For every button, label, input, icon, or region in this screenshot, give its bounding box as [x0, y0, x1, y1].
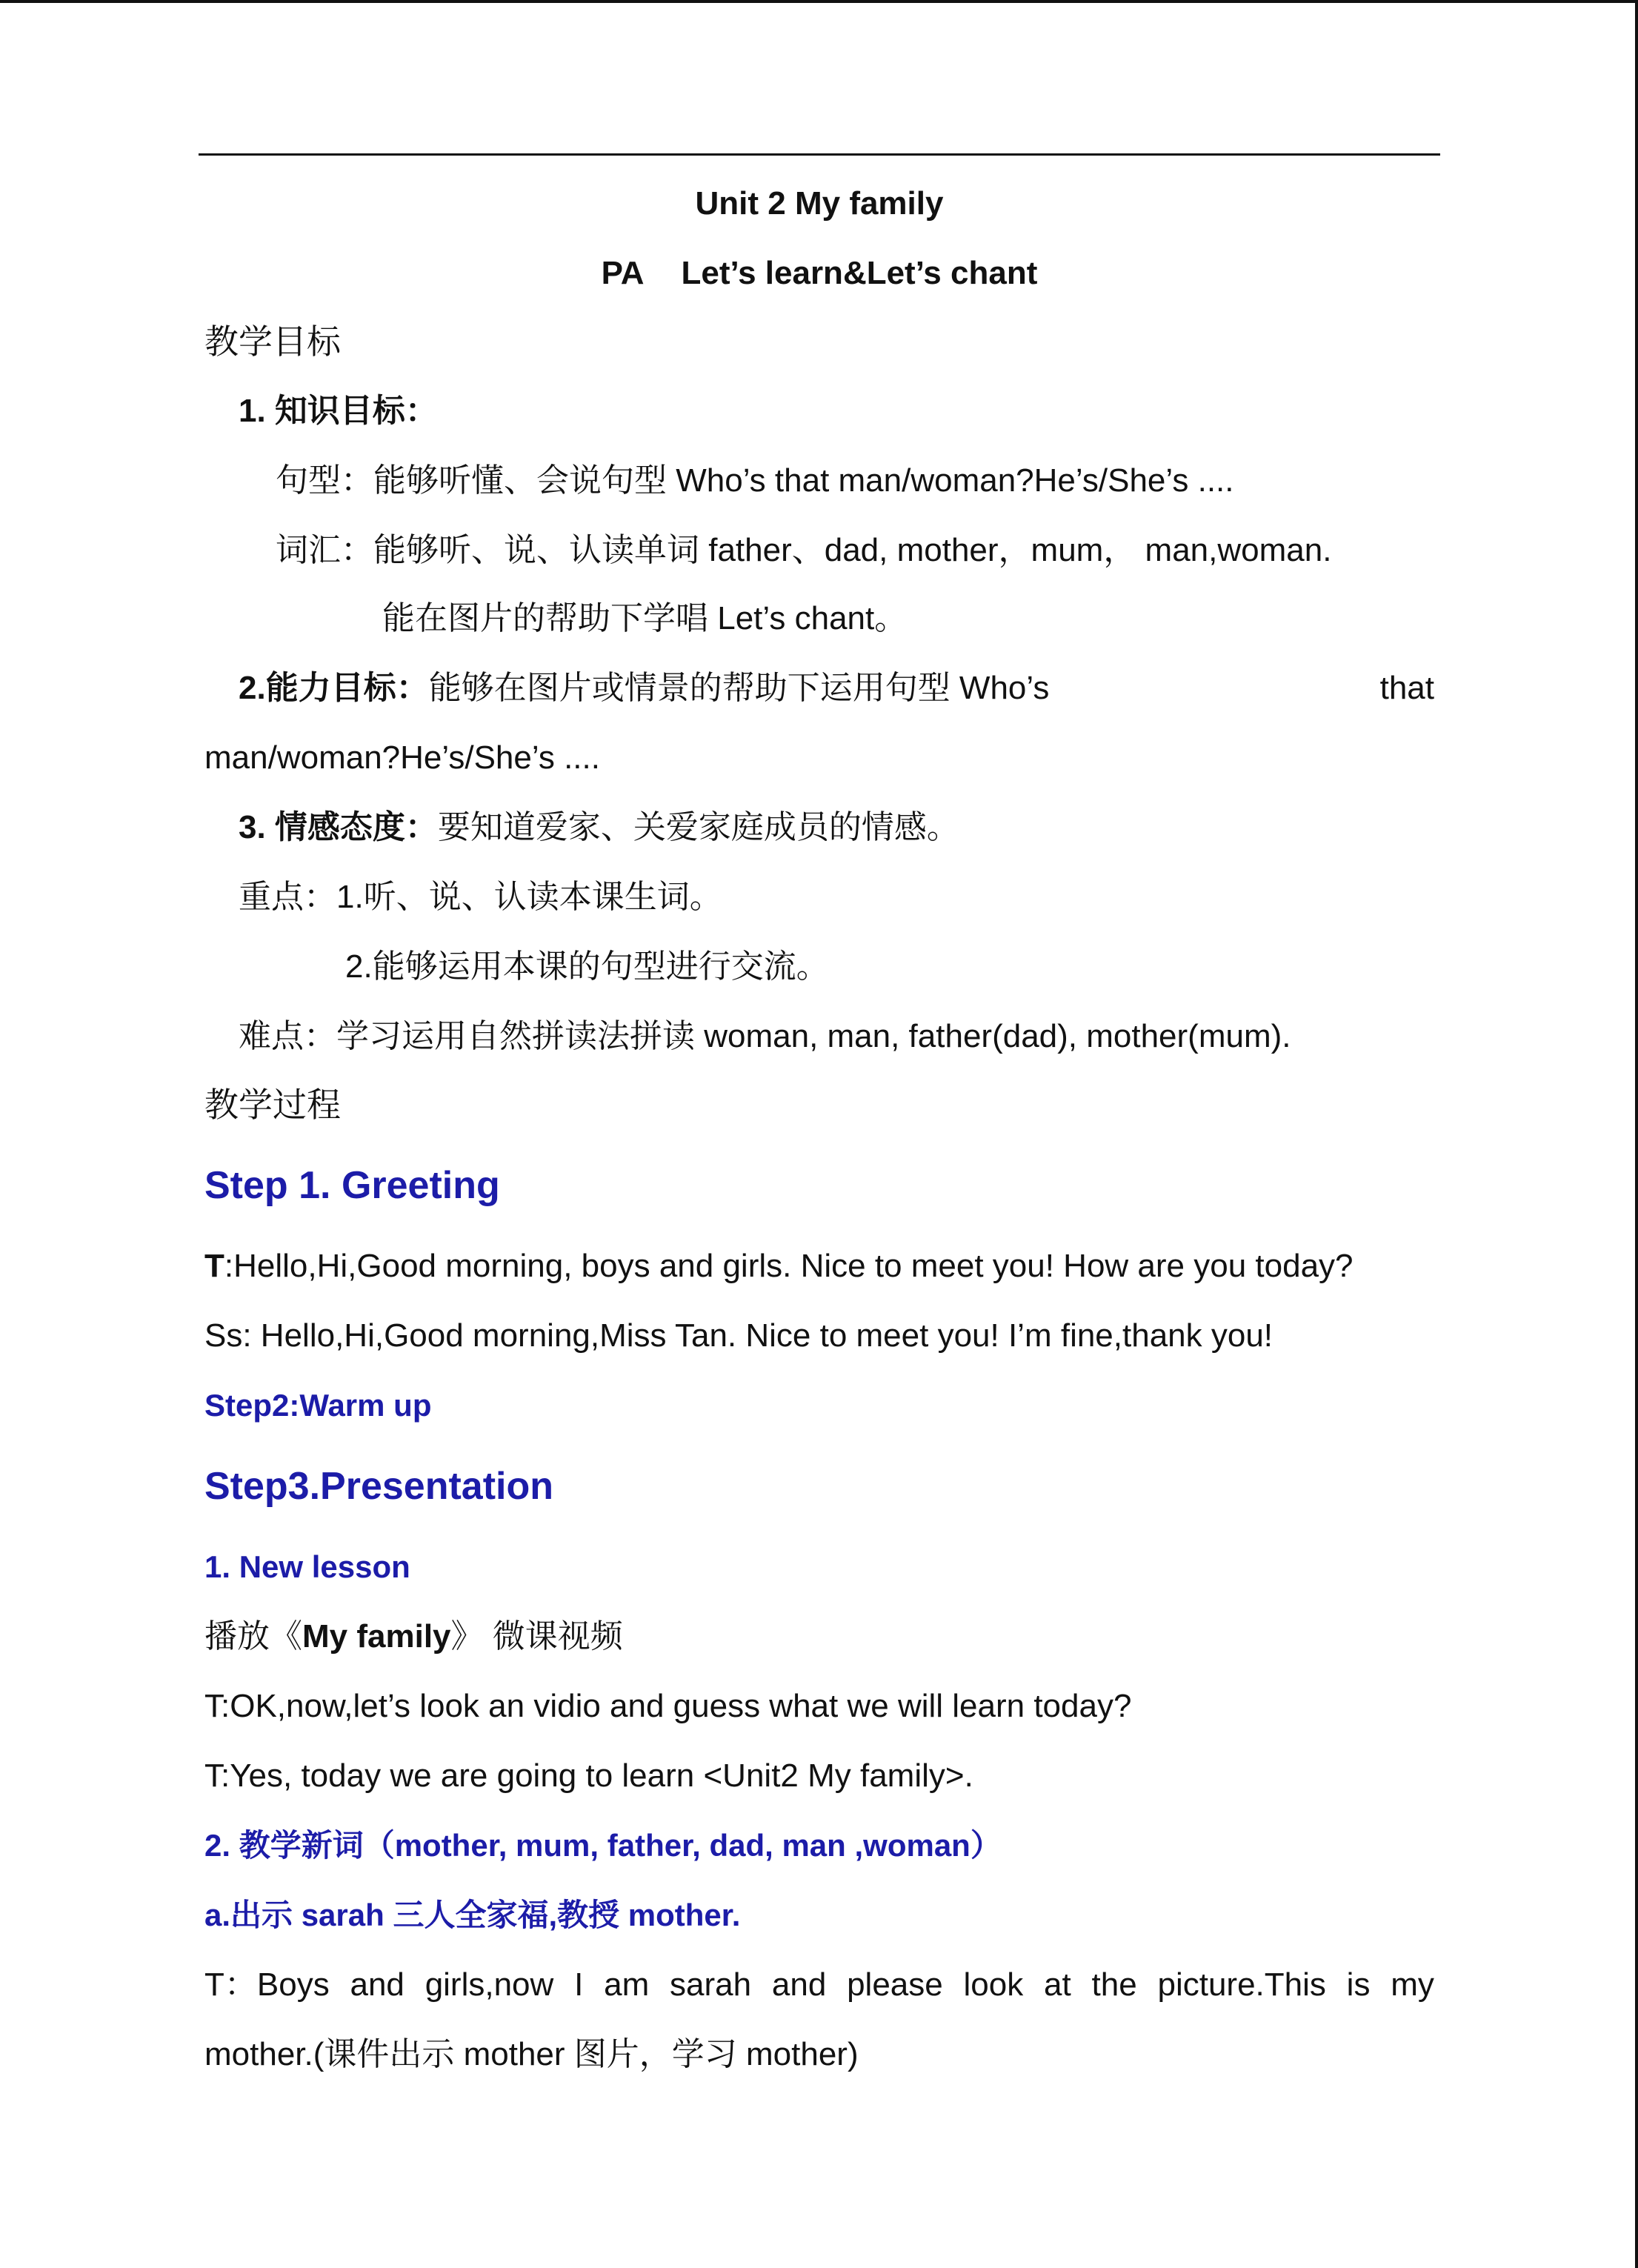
teacher-text: :Hello,Hi,Good morning, boys and girls. Nice to meet you! How are you today? [224, 1248, 1354, 1284]
key-point-1: 重点：1.听、说、认读本课生词。 [239, 879, 722, 915]
header-rule [199, 153, 1440, 156]
goal2-continuation: man/woman?He’s/She’s .... [204, 739, 600, 776]
goal2-text: 能够在图片或情景的帮助下运用句型 Who’s [428, 670, 1050, 706]
play-suffix: 》 微课视频 [450, 1618, 623, 1655]
new-lesson-heading: 1. New lesson [204, 1549, 410, 1584]
teacher-boys-line [204, 1964, 1434, 2006]
show-photo-heading: a.出示 sarah 三人全家福,教授 mother. [204, 1898, 741, 1932]
step2-heading: Step2:Warm up [204, 1388, 432, 1423]
document-subtitle [199, 253, 1440, 294]
step1-teacher-line [204, 1246, 1354, 1287]
word: is [1346, 1966, 1371, 2003]
page-top-border [0, 0, 1638, 3]
goal3-label: 3. 情感态度： [239, 809, 438, 845]
goal1-label-text: 1. 知识目标： [239, 393, 438, 429]
subtitle-part: PA [601, 255, 645, 291]
teach-words-heading: 2. 教学新词（mother, mum, father, dad, man ,woman） [204, 1828, 1002, 1863]
goal3-line [239, 807, 959, 848]
goal1-pattern: 句型：能够听懂、会说句型 Who’s that man/woman?He’s/She’s .... [276, 462, 1234, 499]
teacher-label: T [204, 1248, 224, 1284]
teacher-boys-continuation: mother.(课件出示 mother 图片，学习 mother) [204, 2036, 859, 2072]
teacher-ok-line: T:OK,now,let’s look an vidio and guess what we will learn today? [204, 1688, 1132, 1724]
goal1-vocab: 词汇：能够听、说、认读单词 father、dad, mother，mum， man,woman. [276, 532, 1332, 568]
word: my [1391, 1966, 1434, 2003]
word: sarah [670, 1966, 752, 2003]
step1-heading: Step 1. Greeting [204, 1164, 500, 1207]
goal2-line [239, 668, 1434, 709]
word: girls,now [425, 1966, 554, 2003]
page-right-border [1635, 0, 1638, 2268]
word: T：Boys [204, 1966, 330, 2003]
process-heading: 教学过程 [204, 1085, 341, 1124]
word: I [574, 1966, 584, 2003]
goal1-chant: 能在图片的帮助下学唱 Let’s chant。 [382, 600, 908, 636]
word: please [847, 1966, 943, 2003]
document-title: Unit 2 My family [695, 185, 944, 222]
play-video-line [204, 1616, 623, 1657]
word: am [604, 1966, 650, 2003]
goal3-text: 要知道爱家、关爱家庭成员的情感。 [437, 809, 959, 845]
word: the [1091, 1966, 1137, 2003]
word: picture.This [1157, 1966, 1326, 2003]
goal2-tail: that [1379, 670, 1434, 706]
goal2-label: 2.能力目标： [239, 670, 429, 706]
word: and [350, 1966, 404, 2003]
goals-heading: 教学目标 [204, 322, 341, 361]
play-title: My family [302, 1618, 451, 1655]
key-point-2: 2.能够运用本课的句型进行交流。 [345, 948, 829, 985]
word: and [771, 1966, 827, 2003]
difficulty: 难点：学习运用自然拼读法拼读 woman, man, father(dad), mother(mum). [239, 1018, 1291, 1054]
step3-heading: Step3.Presentation [204, 1465, 554, 1508]
play-prefix: 播放《 [204, 1618, 302, 1655]
word: at [1044, 1966, 1071, 2003]
teacher-yes-line: T:Yes, today we are going to learn <Unit2 My family>. [204, 1757, 973, 1794]
goal1-label [239, 390, 438, 432]
step1-students-line: Ss: Hello,Hi,Good morning,Miss Tan. Nice to meet you! I’m fine,thank you! [204, 1317, 1274, 1354]
word: look [963, 1966, 1024, 2003]
subtitle-rest: Let’s learn&Let’s chant [681, 255, 1038, 291]
